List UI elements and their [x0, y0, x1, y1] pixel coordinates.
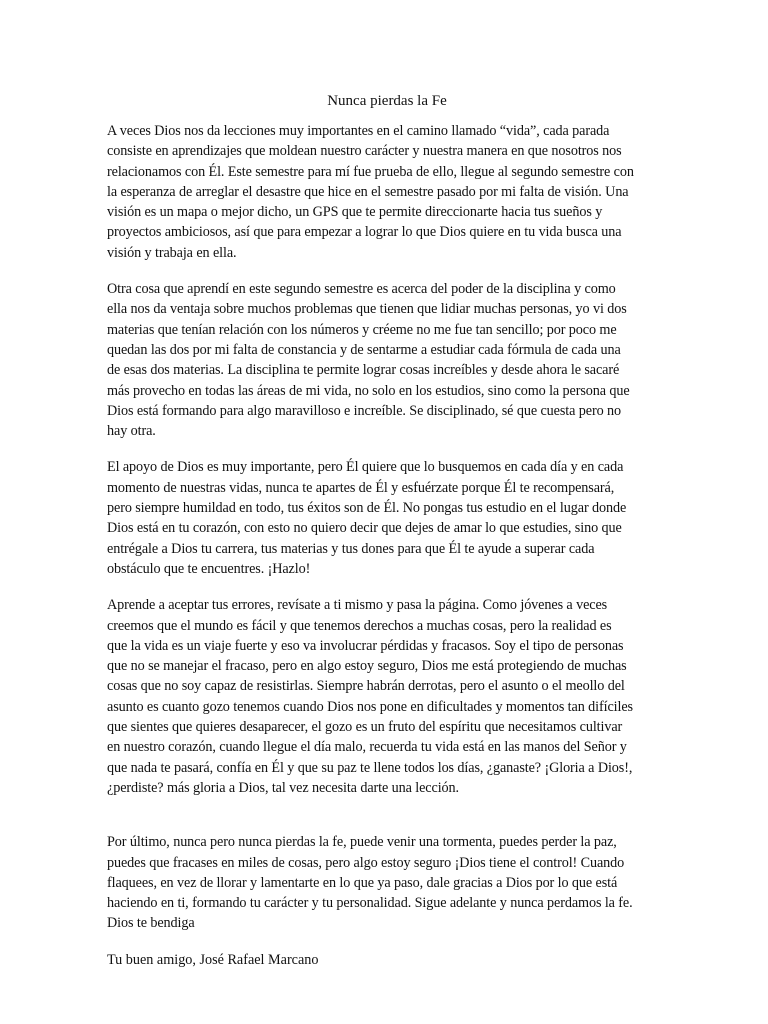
text-line: la esperanza de arreglar el desastre que hice en el semestre pasado por mi falta de visión. Una: [107, 183, 629, 200]
paragraph-faith: [107, 832, 667, 933]
text-line: Dios está en tu corazón, con esto no quiero decir que dejes de amar lo que estudies, sino que: [107, 520, 622, 537]
text-line: Aprende a aceptar tus errores, revísate a ti mismo y pasa la página. Como jóvenes a veces: [107, 597, 608, 614]
text-line: ¿perdiste? más gloria a Dios, tal vez necesita darte una lección.: [107, 779, 459, 796]
text-line: relacionamos con Él. Este semestre para mí fue prueba de ello, llegue al segundo semestre con: [107, 163, 634, 180]
text-line: quedan las dos por mi falta de constancia y de sentarme a estudiar cada fórmula de cada una: [107, 341, 621, 358]
text-line: en nuestro corazón, cuando llegue el día malo, recuerda tu vida está en las manos del Señor y: [107, 739, 627, 756]
document-page: [107, 92, 667, 970]
text-line: puedes que fracases en miles de cosas, pero algo estoy seguro ¡Dios tiene el control! Cuando: [107, 854, 625, 871]
text-line: obstáculo que te encuentres. ¡Hazlo!: [107, 560, 311, 577]
text-line: materias que tenían relación con los números y créeme no me fue tan sencillo; por poco me: [107, 321, 617, 338]
text-line: Dios te bendiga: [107, 915, 195, 932]
paragraph-discipline: [107, 279, 667, 441]
text-line: proyectos ambiciosos, así que para empezar a lograr lo que Dios quiere en tu vida busca una: [107, 224, 622, 241]
text-line: pero siempre humildad en todo, tus éxitos son de Él. No pongas tus estudio en el lugar donde: [107, 500, 627, 517]
text-line: Otra cosa que aprendí en este segundo semestre es acerca del poder de la disciplina y como: [107, 281, 616, 298]
text-line: entrégale a Dios tu carrera, tus materias y tus dones para que Él te ayude a superar cada: [107, 540, 595, 557]
text-line: cosas que no soy capaz de resistirlas. Siempre habrán derrotas, pero el asunto o el meollo del: [107, 678, 625, 695]
paragraph-errors: [107, 595, 667, 798]
text-line: Dios está formando para algo maravilloso e increíble. Se disciplinado, sé que cuesta pero no: [107, 402, 621, 419]
text-line: consiste en aprendizajes que moldean nuestro carácter y nuestra manera en que nosotros nos: [107, 143, 622, 160]
text-line: que sientes que quieres desaparecer, el gozo es un fruto del espíritu que necesitamos cultivar: [107, 719, 623, 736]
text-line: que nada te pasará, confía en Él y que su paz te llene todos los días, ¿ganaste? ¡Gloria a Dios!,: [107, 759, 633, 776]
text-line: El apoyo de Dios es muy importante, pero Él quiere que lo busquemos en cada día y en cada: [107, 459, 624, 476]
signature: Tu buen amigo, José Rafael Marcano: [107, 951, 319, 968]
text-line: que no se manejar el fracaso, pero en algo estoy seguro, Dios me está protegiendo de muchas: [107, 658, 627, 675]
paragraph-support: [107, 457, 667, 579]
text-line: momento de nuestras vidas, nunca te apartes de Él y esfuérzate porque Él te recompensará,: [107, 479, 615, 496]
text-line: hay otra.: [107, 423, 156, 440]
text-line: haciendo en ti, formando tu carácter y tu personalidad. Sigue adelante y nunca perdamos la fe.: [107, 895, 633, 912]
text-line: creemos que el mundo es fácil y que tenemos derechos a muchas cosas, pero la realidad es: [107, 617, 612, 634]
text-line: asunto es cuanto gozo tenemos cuando Dios nos pone en dificultades y momentos tan difíciles: [107, 698, 633, 715]
text-line: A veces Dios nos da lecciones muy importantes en el camino llamado “vida”, cada parada: [107, 123, 610, 139]
document-title: Nunca pierdas la Fe: [327, 93, 447, 109]
text-line: que la vida es un viaje fuerte y eso va involucrar pérdidas y fracasos. Soy el tipo de personas: [107, 637, 624, 654]
text-line: Por último, nunca pero nunca pierdas la fe, puede venir una tormenta, puedes perder la paz,: [107, 834, 617, 851]
text-line: visión y trabaja en ella.: [107, 244, 237, 261]
text-line: flaquees, en vez de llorar y lamentarte en lo que ya paso, dale gracias a Dios por lo que está: [107, 874, 618, 891]
text-line: más provecho en todas las áreas de mi vida, no solo en los estudios, sino como la persona que: [107, 382, 630, 399]
text-line: visión es un mapa o mejor dicho, un GPS que te permite direccionarte hacia tus sueños y: [107, 204, 603, 221]
text-line: de esas dos materias. La disciplina te permite lograr cosas increíbles y desde ahora le sacaré: [107, 362, 620, 379]
paragraph-intro: [107, 121, 667, 263]
text-line: ella nos da ventaja sobre muchos problemas que tienen que lidiar muchas personas, yo vi dos: [107, 301, 627, 318]
